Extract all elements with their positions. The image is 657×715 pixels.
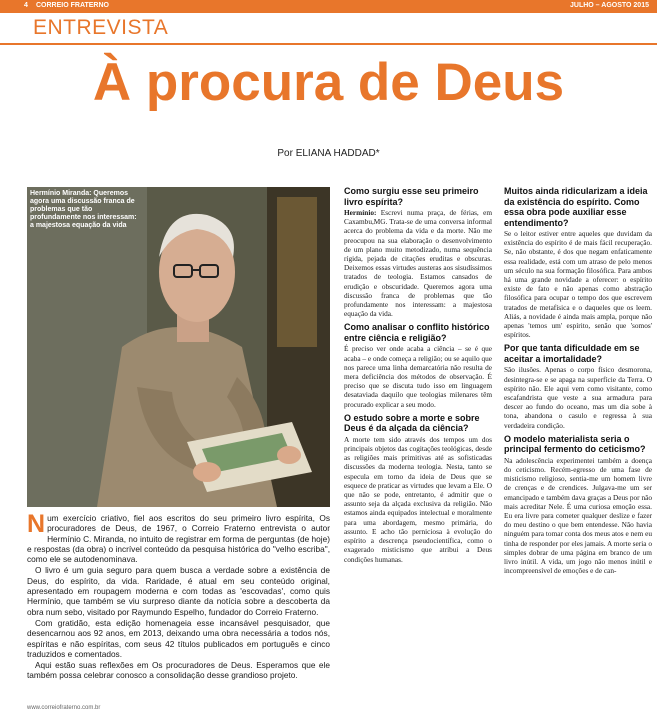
elderly-man-reading-illustration xyxy=(27,187,330,507)
photo-caption: Hermínio Miranda: Queremos agora uma discussão franca de problemas que tão profundamente nos interessam: a majestosa equação da vida xyxy=(30,190,137,229)
masthead: CORREIO FRATERNO xyxy=(36,2,109,9)
answer-paragraph: A morte tem sido através dos tempos um dos principais objetos das cogitações teológicas, desde as religiões mais primitivas até as sofisticadas discussões da moderna teologia. Nesta, tanto se especula em torno da ideia de Deus que se esquece de praticar as virtudes que levam a Ele. O que não se pode, entretanto, é admitir que o assunto seja da alçada exclusiva da religião. Não estamos ainda equipados intelectual e moralmente para uma abordagem, mesmo primária, do assunto. E acho tão perniciosa à evolução do espírito a descrença pseudocientífica, como o exagerado misticismo que atribui a Deus condições humanas. xyxy=(344,434,492,564)
byline: Por ELIANA HADDAD* xyxy=(277,148,380,159)
interview-photo xyxy=(27,187,330,507)
answer-paragraph: Se o leitor estiver entre aqueles que duvidam da existência do espírito é de mais fácil recuperação. Se, não obstante, é dos que negam enfaticamente essa realidade, está com um atraso de pelo menos um século na sua formação filosófica. Para ambos há uma grande novidade a oferecer: o espírito existe de fato e não apenas como abstração filosófica para ocupar o tempo dos que escrevem tratados de metafísica e o daqueles que os leem. Aliás, a novidade é ainda mais ampla, porque não apenas 'temos um' espírito, senão que 'somos' espíritos. xyxy=(504,229,652,340)
question-heading: Muitos ainda ridicularizam a ideia da existência do espírito. Como essa obra pode auxiliar esse entendimento? xyxy=(504,186,648,228)
footer-url: www.correiofraterno.com.br xyxy=(27,705,101,711)
intro-paragraph: Aqui estão suas reflexões em Os procuradores de Deus. Esperamos que ele também possa celebrar conosco a consolidação desse grandioso projeto. xyxy=(27,660,330,681)
question-heading: Como analisar o conflito histórico entre ciência e religião? xyxy=(344,322,490,343)
answer-paragraph: Hermínio: Escrevi numa praça, de férias, em Caxambu,MG. Trata-se de uma conversa informal acerca do problema da vida e da morte. Não me preocupou na sua elaboração o desenvolvimento de um plano muito metodizado, numa sequência rígida, pejada de citações eruditas e obscuras. Deixemos essas virtudes austeras aos sisudíssimos tratados de teologia. Estamos cansados de erudição e obscuridade. Queremos agora uma discussão franca de problemas que tão profundamente nos interessam: a majestosa equação da vida. xyxy=(344,208,492,319)
question-heading: Como surgiu esse seu primeiro livro espírita? xyxy=(344,186,479,207)
page-number: 4 xyxy=(24,2,28,9)
page-header xyxy=(0,0,657,13)
question-heading: O estudo sobre a morte e sobre Deus é da alçada da ciência? xyxy=(344,412,480,434)
drop-cap: N xyxy=(27,510,46,538)
question-heading: Por que tanta dificuldade em se aceitar a imortalidade? xyxy=(504,343,640,364)
answer-paragraph: São ilusões. Apenas o corpo físico desmorona, desintegra-se e se apaga na superfície da Terra. O espírito não. Ele aqui vem como visitante, como escafandrista que veste a sua armadura para descer ao fundo do oceano, mas um dia sobe à tona, abandona o casulo e regressa à sua verdadeira condição. xyxy=(504,365,652,430)
article-column-3 xyxy=(504,186,652,578)
intro-paragraph: O livro é um guia seguro para quem busca a verdade sobre a existência de Deus, do espírito, da vida. Raridade, é atual em seu conteúdo original, apresentado em roupagem moderna e com todas as 'escovadas', como quis Hermínio, que também se viu surpreso diante da notícia sobre a descoberta da obra num sebo, visitado por Raymundo Espelho, fundador do Correio Fraterno. xyxy=(27,565,330,617)
answer-paragraph: É preciso ver onde acaba a ciência – se é que acaba – e onde começa a religião; ou se aquilo que nos parece uma linha demarcatória não resulta de mera deficiência dos métodos de observação. É preciso que se discuta tudo isso em linguagem desataviada daquilo que teologias milenares têm procurado explicar a seu modo. xyxy=(344,344,492,409)
section-divider xyxy=(0,43,657,45)
intro-paragraph: Com gratidão, esta edição homenageia esse incansável pesquisador, que desencarnou aos 92 anos, em 2013, deixando uma obra necessária a todos nós, espíritas e não espíritas, com seus 42 títulos publicados em português e cinco traduzidos e comentados. xyxy=(27,617,330,659)
question-heading: O modelo materialista seria o principal fermento do ceticismo? xyxy=(504,433,646,455)
issue-date: JULHO – AGOSTO 2015 xyxy=(570,2,649,9)
section-label: ENTREVISTA xyxy=(33,16,169,39)
article-headline: À procura de Deus xyxy=(92,53,565,112)
answer-paragraph: Na adolescência experimentei também a doença do ceticismo. Recém-egresso de uma fase de misticismo religioso, sentia-me um homem livre de crenças e de crendices. Julgava-me um ser emancipado e também dava graças a Deus por não mais acreditar Nele. É uma curiosa emoção essa. Eu era livre para cometer qualquer deslize e fazer do meu destino o que bem entendesse. Não havia ninguém para tomar conta dos meus atos e nem eu tinha de responder por eles jamais. A morte seria o simples dobrar de uma página em branco de um livro inútil. A vida, um jogo não menos inútil e incompreensível de emoções e de can- xyxy=(504,455,652,576)
intro-paragraph: Num exercício criativo, fiel aos escritos do seu primeiro livro espírita, Os procuradores de Deus, de 1967, o Correio Fraterno entrevista o autor Hermínio C. Miranda, no intuito de registrar em forma de perguntas (de hoje) e respostas (da obra) o incrível conteúdo da pesquisa histórica do "velho escriba", como ele se autodenominava. xyxy=(27,510,330,565)
article-column-2 xyxy=(344,186,492,566)
article-intro xyxy=(27,510,330,682)
